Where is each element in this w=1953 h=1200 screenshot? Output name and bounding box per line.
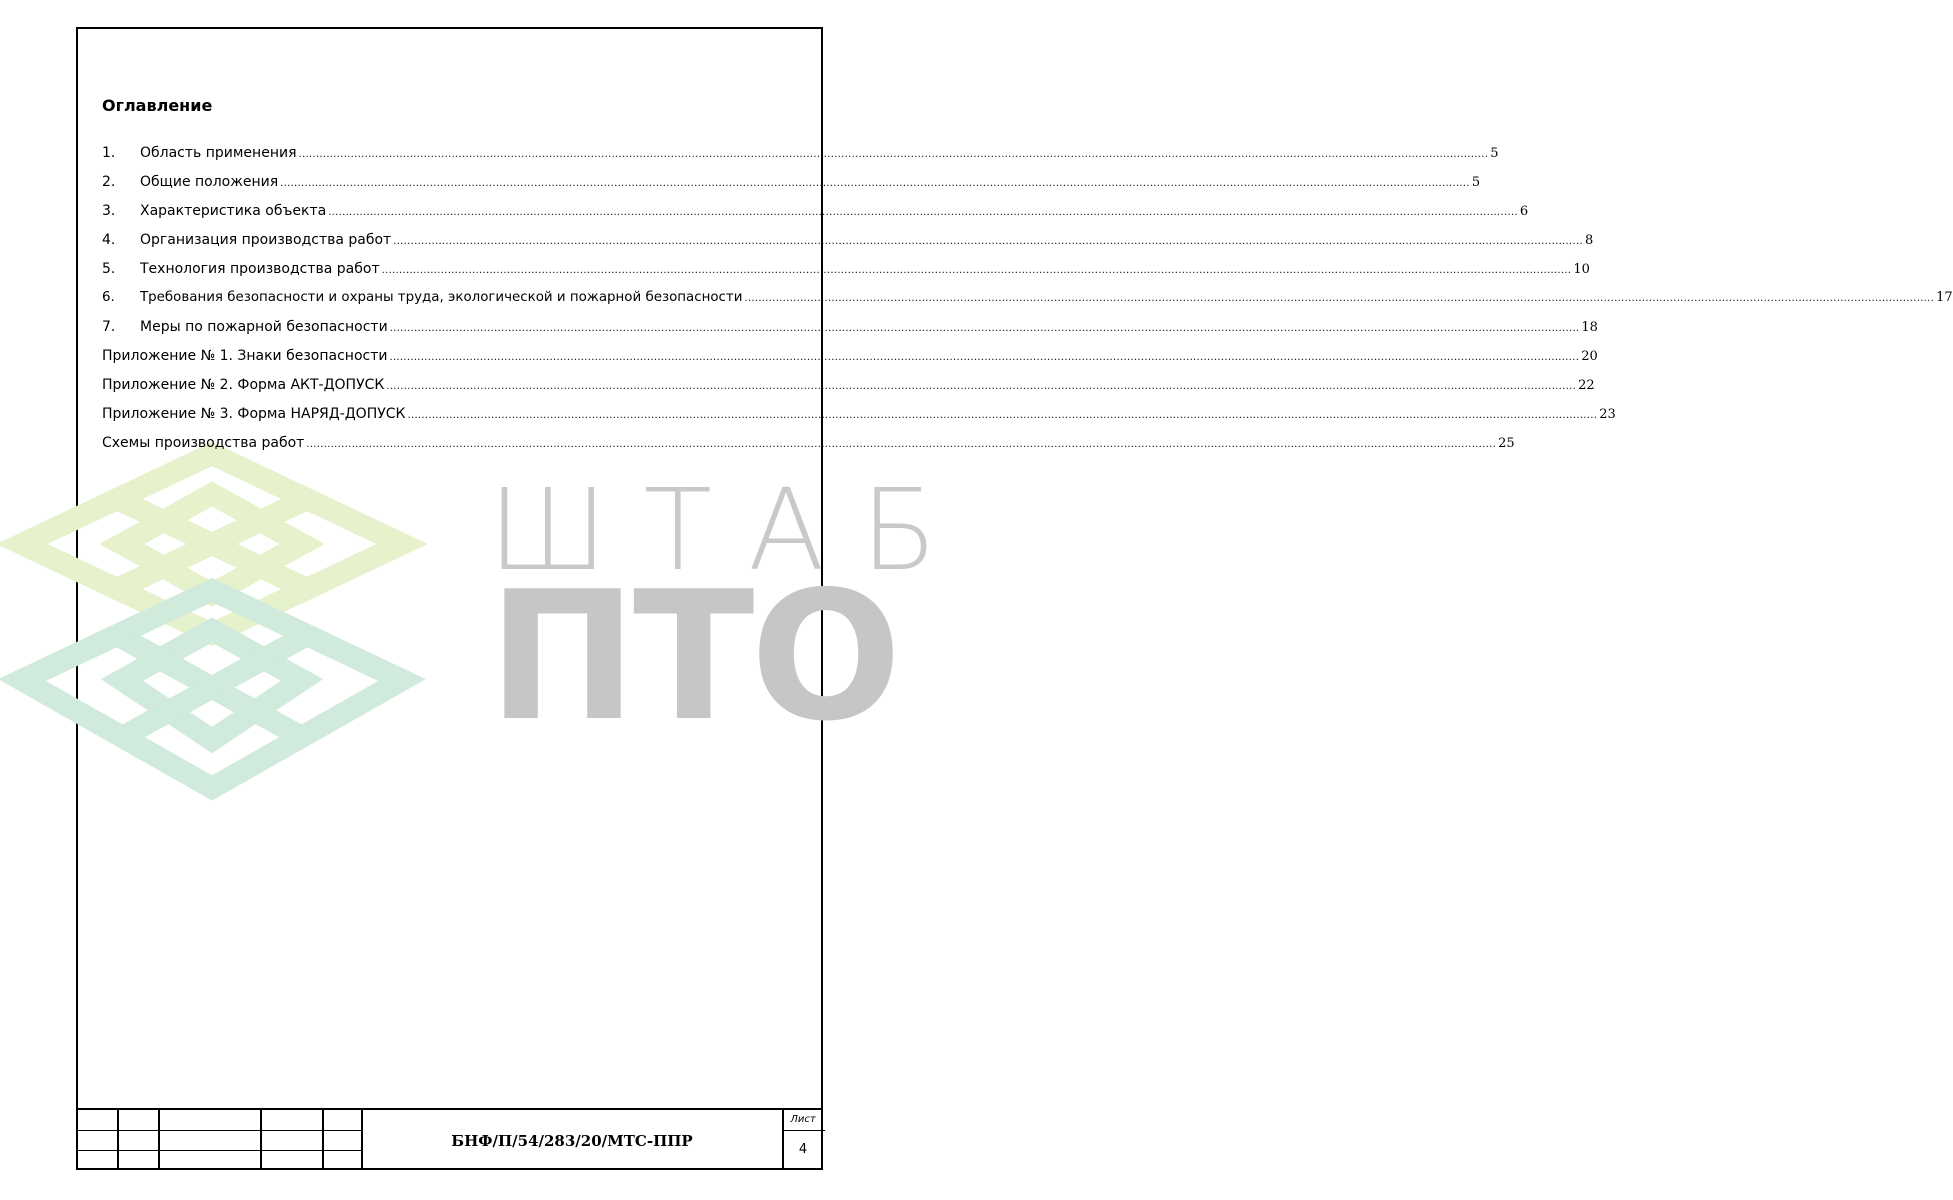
toc-entry-page: 18 bbox=[1581, 320, 1598, 335]
title-block bbox=[76, 1108, 823, 1170]
sheet-divider bbox=[784, 1130, 825, 1131]
toc-leader-dots: ...................................................................................................................................................................................................................................................................................................................................................... bbox=[328, 207, 1518, 218]
toc-entry-page: 5 bbox=[1471, 175, 1481, 190]
toc-entry[interactable] bbox=[102, 435, 1515, 455]
toc-entry-label: Меры по пожарной безопасности bbox=[140, 319, 388, 335]
grid-line bbox=[117, 1110, 119, 1170]
toc-entry[interactable] bbox=[102, 145, 1499, 165]
toc-entry-number: 2. bbox=[102, 174, 116, 190]
toc-entry-number: 1. bbox=[102, 145, 116, 161]
toc-leader-dots: ...................................................................................................................................................................................................................................................................................................................................................... bbox=[298, 149, 1489, 160]
toc-leader-dots: ...................................................................................................................................................................................................................................................................................................................................................... bbox=[407, 410, 1598, 421]
toc-entry[interactable] bbox=[102, 232, 1594, 252]
toc-entry-label: Общие положения bbox=[140, 174, 279, 190]
toc-leader-dots: ...................................................................................................................................................................................................................................................................................................................................................... bbox=[393, 236, 1583, 247]
toc-entry[interactable] bbox=[102, 203, 1529, 223]
toc-title: Оглавление bbox=[102, 96, 213, 115]
sheet-number: 4 bbox=[798, 1142, 808, 1157]
toc-entry-label: Организация производства работ bbox=[140, 232, 392, 248]
title-block-grid bbox=[76, 1110, 362, 1170]
grid-line bbox=[76, 1130, 362, 1131]
toc-leader-dots: ...................................................................................................................................................................................................................................................................................................................................................... bbox=[306, 439, 1497, 450]
grid-line bbox=[76, 1150, 362, 1151]
toc-entry-number: 5. bbox=[102, 261, 116, 277]
toc-entry-label: Требования безопасности и охраны труда, экологической и пожарной безопасности bbox=[140, 290, 743, 305]
sheet-cell bbox=[782, 1110, 825, 1170]
watermark-text-bottom: ПТО bbox=[488, 553, 898, 760]
toc-entry-page: 22 bbox=[1578, 378, 1595, 393]
toc-entry[interactable] bbox=[102, 319, 1598, 339]
toc-entry[interactable] bbox=[102, 348, 1598, 368]
toc-entry-page: 5 bbox=[1490, 146, 1499, 161]
toc-entry-page: 8 bbox=[1584, 233, 1594, 248]
toc-leader-dots: ...................................................................................................................................................................................................................................................................................................................................................... bbox=[280, 178, 1470, 189]
toc-entry-page: 17 bbox=[1936, 290, 1953, 305]
toc-entry-number: 6. bbox=[102, 290, 115, 305]
toc-leader-dots: ...................................................................................................................................................................................................................................................................................................................................................... bbox=[389, 352, 1580, 363]
toc-entry-page: 23 bbox=[1599, 407, 1616, 422]
toc-entry[interactable] bbox=[102, 290, 1953, 310]
toc-entry-label: Приложение № 3. Форма НАРЯД-ДОПУСК bbox=[102, 406, 406, 422]
toc-entry-number: 4. bbox=[102, 232, 116, 248]
toc-entry-page: 25 bbox=[1498, 436, 1515, 451]
toc-entry-label: Приложение № 2. Форма АКТ-ДОПУСК bbox=[102, 377, 385, 393]
toc-leader-dots: ...................................................................................................................................................................................................................................................................................................................................................... bbox=[744, 293, 1935, 304]
sheet-label: Лист bbox=[790, 1114, 816, 1125]
toc-entry-label: Область применения bbox=[140, 145, 297, 161]
toc-entry-number: 3. bbox=[102, 203, 116, 219]
document-code: БНФ/П/54/283/20/МТС-ППР bbox=[451, 1132, 693, 1150]
toc-entry[interactable] bbox=[102, 174, 1481, 194]
watermark-text-top: ШТАБ bbox=[488, 466, 974, 596]
toc-entry-label: Приложение № 1. Знаки безопасности bbox=[102, 348, 388, 364]
toc-entry-page: 6 bbox=[1519, 204, 1529, 219]
watermark-lattice bbox=[0, 440, 430, 810]
toc-leader-dots: ...................................................................................................................................................................................................................................................................................................................................................... bbox=[386, 381, 1577, 392]
grid-line bbox=[158, 1110, 160, 1170]
toc-entry-number: 7. bbox=[102, 319, 116, 335]
grid-line bbox=[260, 1110, 262, 1170]
toc-entry-label: Схемы производства работ bbox=[102, 435, 305, 451]
toc-entry[interactable] bbox=[102, 261, 1590, 281]
toc-entry[interactable] bbox=[102, 406, 1616, 426]
toc-entry-label: Технология производства работ bbox=[140, 261, 380, 277]
toc-entry-page: 20 bbox=[1581, 349, 1598, 364]
toc-leader-dots: ...................................................................................................................................................................................................................................................................................................................................................... bbox=[381, 265, 1572, 276]
toc-entry-page: 10 bbox=[1573, 262, 1590, 277]
toc-entry-label: Характеристика объекта bbox=[140, 203, 327, 219]
grid-line bbox=[322, 1110, 324, 1170]
toc-entry[interactable] bbox=[102, 377, 1595, 397]
toc-leader-dots: ...................................................................................................................................................................................................................................................................................................................................................... bbox=[389, 323, 1580, 334]
